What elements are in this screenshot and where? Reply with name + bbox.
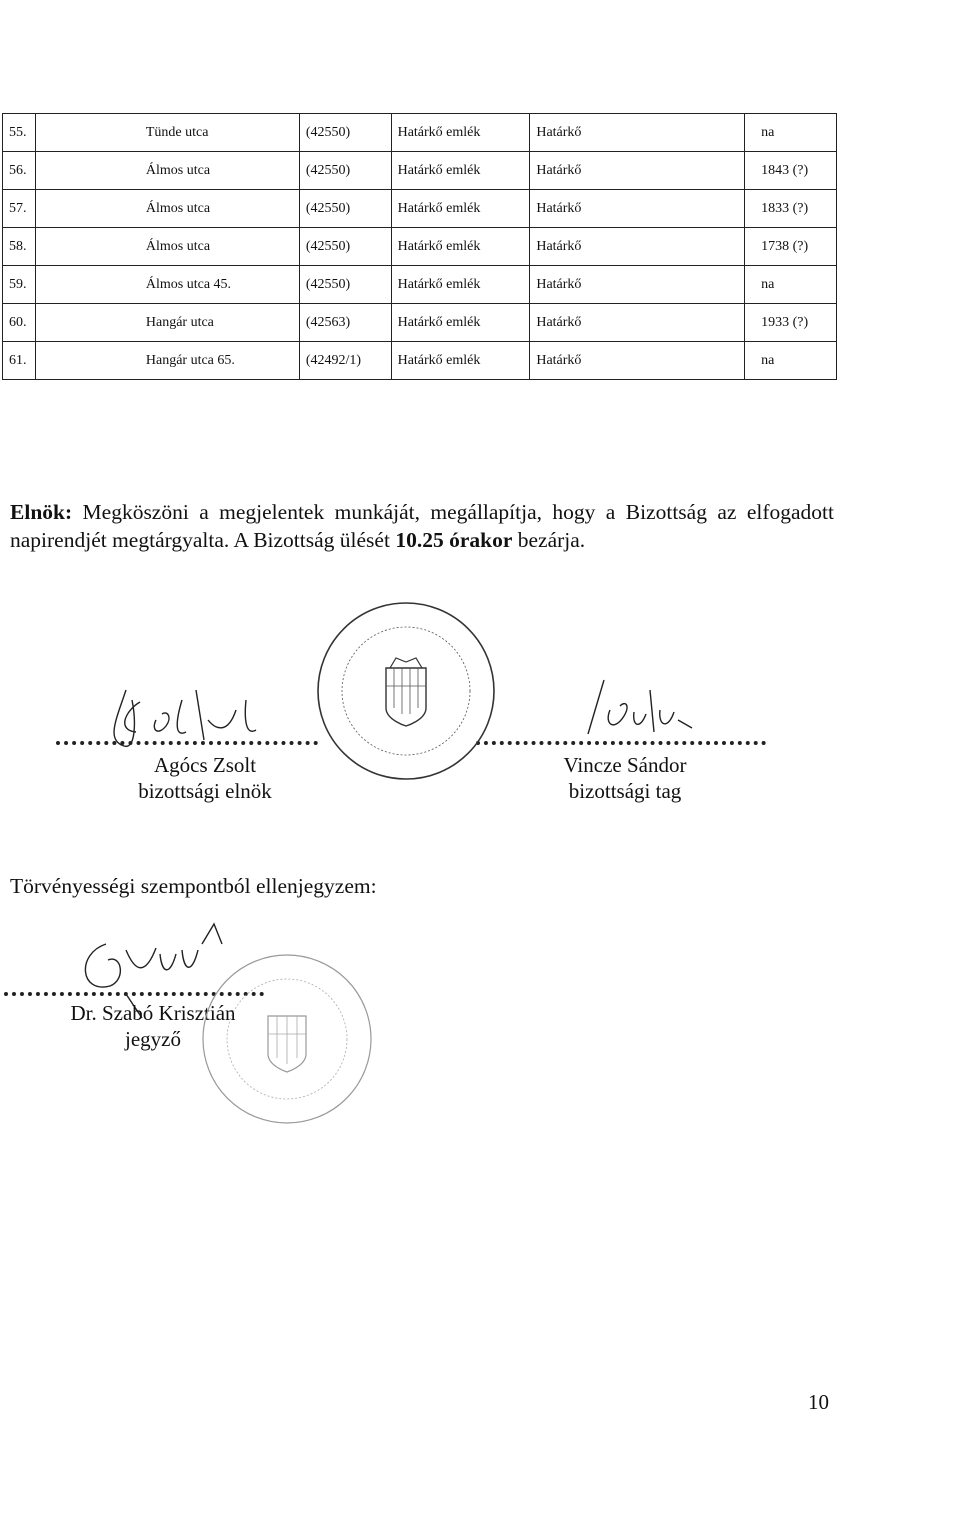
heritage-table (2, 113, 837, 380)
closing-text-1: Megköszöni a megjelentek munkáját, megállapítja, hogy a Bizottság az elfogadott napirendjét megtárgyalta. A Bizottság ülését (10, 499, 834, 552)
committee-stamp (306, 596, 506, 786)
legal-signatory-name: Dr. Szabó Krisztián (70, 1001, 236, 1025)
cell-type: Határkő emlék (391, 342, 530, 380)
table-row (3, 190, 837, 228)
left-signatory-title: bizottsági elnök (138, 779, 272, 803)
cell-street: Álmos utca (35, 190, 299, 228)
cell-num: 55. (3, 114, 36, 152)
notary-stamp (194, 946, 380, 1132)
closing-text-2: bezárja. (512, 527, 586, 552)
closing-time: 10.25 órakor (395, 527, 513, 552)
table-row (3, 152, 837, 190)
cell-year: na (745, 266, 837, 304)
cell-category: Határkő (530, 190, 745, 228)
cell-hrsz: (42492/1) (299, 342, 391, 380)
cell-category: Határkő (530, 114, 745, 152)
cell-hrsz: (42550) (299, 228, 391, 266)
right-signatory-title: bizottsági tag (568, 779, 682, 803)
table-row (3, 114, 837, 152)
closing-statement (10, 498, 834, 554)
cell-street: Hangár utca 65. (35, 342, 299, 380)
cell-hrsz: (42550) (299, 266, 391, 304)
cell-num: 61. (3, 342, 36, 380)
cell-year: 1843 (?) (745, 152, 837, 190)
cell-category: Határkő (530, 266, 745, 304)
cell-type: Határkő emlék (391, 190, 530, 228)
cell-street: Tünde utca (35, 114, 299, 152)
cell-street: Álmos utca (35, 228, 299, 266)
cell-num: 59. (3, 266, 36, 304)
cell-year: na (745, 114, 837, 152)
cell-category: Határkő (530, 304, 745, 342)
cell-num: 57. (3, 190, 36, 228)
cell-num: 56. (3, 152, 36, 190)
cell-hrsz: (42550) (299, 190, 391, 228)
legal-signatory-title: jegyző (125, 1027, 181, 1051)
legal-countersign-intro: Törvényességi szempontból ellenjegyzem: (10, 874, 377, 898)
cell-category: Határkő (530, 152, 745, 190)
cell-type: Határkő emlék (391, 152, 530, 190)
cell-year: 1933 (?) (745, 304, 837, 342)
right-signatory (540, 752, 710, 804)
cell-hrsz: (42563) (299, 304, 391, 342)
cell-street: Álmos utca (35, 152, 299, 190)
cell-street: Álmos utca 45. (35, 266, 299, 304)
cell-type: Határkő emlék (391, 266, 530, 304)
left-signatory (120, 752, 290, 804)
cell-num: 60. (3, 304, 36, 342)
table-row (3, 342, 837, 380)
table-row (3, 266, 837, 304)
cell-type: Határkő emlék (391, 228, 530, 266)
right-signatory-name: Vincze Sándor (563, 753, 687, 777)
cell-year: na (745, 342, 837, 380)
page-number: 10 (808, 1390, 829, 1414)
cell-type: Határkő emlék (391, 114, 530, 152)
table-row (3, 228, 837, 266)
cell-category: Határkő (530, 342, 745, 380)
left-signatory-name: Agócs Zsolt (153, 753, 257, 777)
cell-hrsz: (42550) (299, 114, 391, 152)
cell-category: Határkő (530, 228, 745, 266)
table-row (3, 304, 837, 342)
right-signature (574, 650, 724, 750)
cell-street: Hangár utca (35, 304, 299, 342)
cell-year: 1738 (?) (745, 228, 837, 266)
cell-hrsz: (42550) (299, 152, 391, 190)
cell-num: 58. (3, 228, 36, 266)
speaker-label: Elnök: (10, 499, 73, 524)
cell-year: 1833 (?) (745, 190, 837, 228)
cell-type: Határkő emlék (391, 304, 530, 342)
